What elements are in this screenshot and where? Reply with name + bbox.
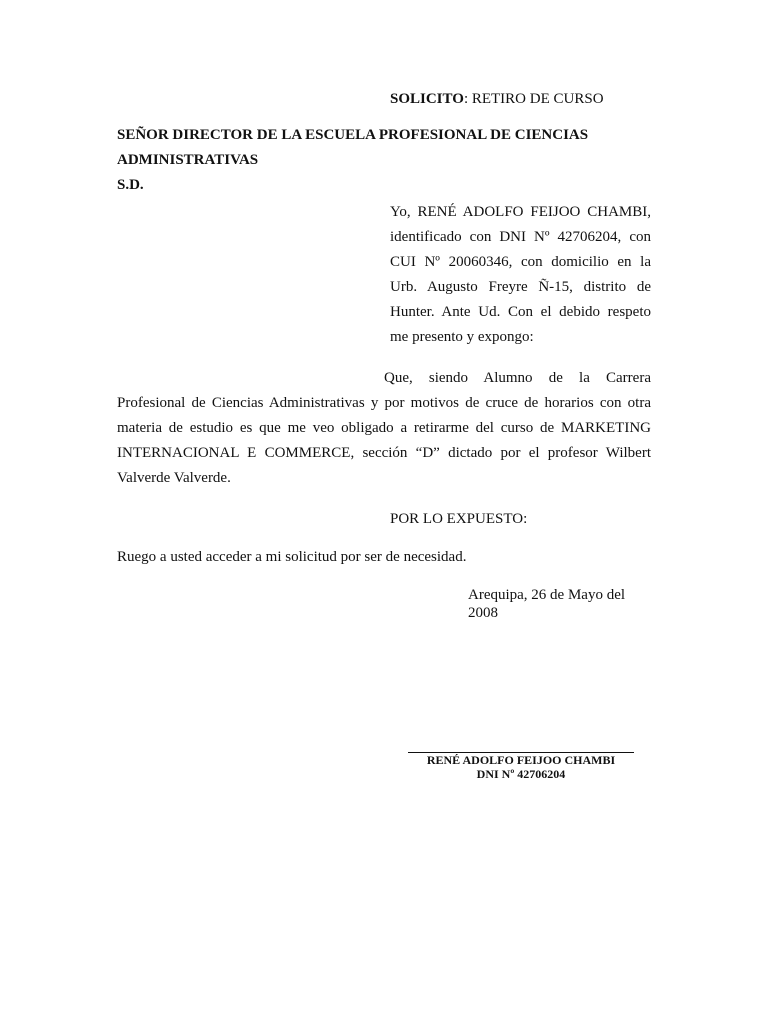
body-first-line: Que, siendo Alumno de la Carrera bbox=[384, 370, 651, 386]
intro-line-4: Urb. Augusto Freyre Ñ-15, distrito de bbox=[390, 279, 651, 295]
signature-block bbox=[408, 753, 634, 781]
signature-name: RENÉ ADOLFO FEIJOO CHAMBI bbox=[426, 753, 616, 767]
date-line-2: 2008 bbox=[468, 605, 498, 621]
subject-line bbox=[390, 87, 604, 112]
body-paragraph bbox=[117, 366, 651, 491]
addressee-line-1: SEÑOR DIRECTOR DE LA ESCUELA PROFESIONAL DE CIENCIAS bbox=[117, 127, 589, 143]
intro-line-1: Yo, RENÉ ADOLFO FEIJOO CHAMBI, bbox=[390, 204, 651, 220]
date-line-1: Arequipa, 26 de Mayo del bbox=[468, 587, 626, 603]
addressee-line-2: ADMINISTRATIVAS bbox=[117, 152, 259, 168]
body-last-line: Valverde Valverde. bbox=[117, 470, 231, 486]
request-text: Ruego a usted acceder a mi solicitud por ser de necesidad. bbox=[117, 549, 467, 565]
date-block bbox=[468, 586, 625, 622]
subject-label: SOLICITO bbox=[390, 91, 464, 107]
addressee-line-3: S.D. bbox=[117, 177, 144, 193]
body-line-3: materia de estudio es que me veo obligado a retirarme del curso de MARKETING bbox=[117, 420, 651, 436]
intro-line-6: me presento y expongo: bbox=[390, 329, 534, 345]
body-line-2: Profesional de Ciencias Administrativas y por motivos de cruce de horarios con otra bbox=[117, 395, 651, 411]
intro-line-3: CUI Nº 20060346, con domicilio en la bbox=[390, 254, 651, 270]
por-lo-expuesto: POR LO EXPUESTO: bbox=[390, 511, 528, 527]
intro-line-5: Hunter. Ante Ud. Con el debido respeto bbox=[390, 304, 651, 320]
intro-line-2: identificado con DNI Nº 42706204, con bbox=[390, 229, 651, 245]
signature-dni: DNI Nº 42706204 bbox=[476, 767, 566, 781]
addressee-block bbox=[117, 123, 657, 198]
subject-text: : RETIRO DE CURSO bbox=[463, 91, 604, 107]
body-line-4: INTERNACIONAL E COMMERCE, sección “D” dictado por el profesor Wilbert bbox=[117, 445, 651, 461]
intro-paragraph bbox=[390, 200, 651, 350]
